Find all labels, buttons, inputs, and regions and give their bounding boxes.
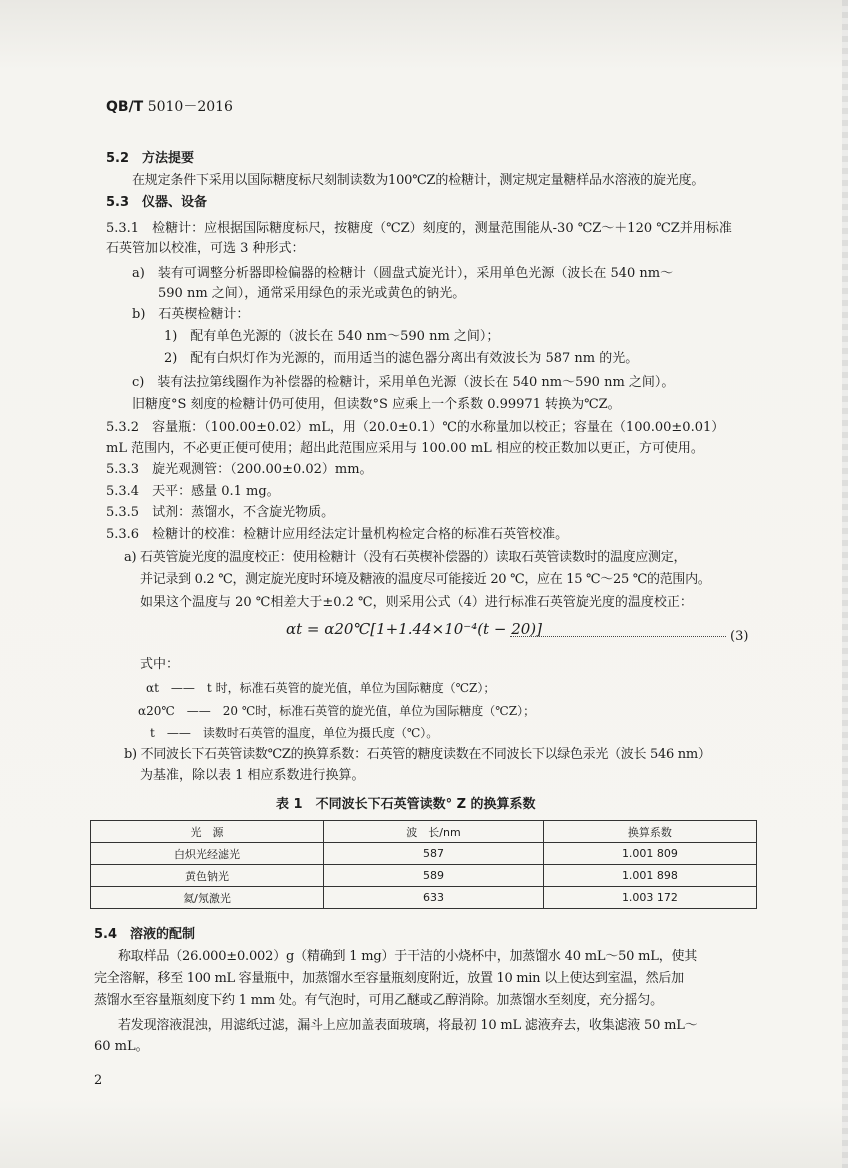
table-row [91,843,757,865]
cell-light-source: 黄色钠光 [91,865,324,887]
cell-light-source: 白炽光经滤光 [91,843,324,865]
variable-alpha-20: α20℃ —— 20 ℃时，标准石英管的旋光值，单位为国际糖度（℃Z）； [138,704,536,718]
section-5-4-para1-line2: 完全溶解，移至 100 mL 容量瓶中，加蒸馏水至容量瓶刻度附近，放置 10 min 以上使达到室温，然后加 [94,971,684,986]
table-header-row [91,821,757,843]
table-row [91,887,757,909]
item-5-3-2-line1: 5.3.2 容量瓶：（100.00±0.02）mL，用（20.0±0.1）℃的水称量加以校正；容量在（100.00±0.01） [106,420,725,435]
section-5-4-para1-line3: 蒸馏水至容量瓶刻度下约 1 mm 处。有气泡时，可用乙醚或乙醇消除。加蒸馏水至刻度，充分摇匀。 [94,993,663,1008]
col-header-factor: 换算系数 [543,821,756,843]
variable-t: t —— 读数时石英管的温度，单位为摄氏度（℃）。 [150,726,439,740]
calib-a-line3: 如果这个温度与 20 ℃相差大于±0.2 ℃，则采用公式（4）进行标准石英管旋光度的温度校正： [140,595,693,610]
calib-b-line1: b) 不同波长下石英管读数℃Z的换算系数：石英管的糖度读数在不同波长下以绿色汞光（波长 546 nm） [124,747,711,762]
page-number: 2 [94,1073,103,1088]
calib-a-line1: a) 石英管旋光度的温度校正：使用检糖计（没有石英楔补偿器的）读取石英管读数时的温度应测定， [124,550,687,565]
section-5-4-para2-line2: 60 mL。 [94,1039,149,1054]
item-c: c) 装有法拉第线圈作为补偿器的检糖计，采用单色光源（波长在 540 nm～590 nm 之间）。 [132,375,675,390]
standard-code: QB/T 5010－2016 [106,99,233,115]
formula-3: αt = α20℃[1+1.44×10⁻⁴(t − 20)] [286,620,542,638]
calib-b-line2: 为基准，除以表 1 相应系数进行换算。 [140,768,365,783]
item-5-3-5: 5.3.5 试剂：蒸馏水，不含旋光物质。 [106,505,335,520]
section-5-4-para1-line1: 称取样品（26.000±0.002）g（精确到 1 mg）于干洁的小烧杯中，加蒸馏水 40 mL～50 mL，使其 [118,949,698,964]
cell-factor: 1.001 898 [543,865,756,887]
formula-number: (3) [730,629,749,644]
col-header-light-source: 光 源 [91,821,324,843]
variable-alpha-t: αt —— t 时，标准石英管的旋光值，单位为国际糖度（℃Z）； [146,681,496,695]
section-5-4-para2-line1: 若发现溶液混浊，用滤纸过滤，漏斗上应加盖表面玻璃，将最初 10 mL 滤液弃去，收集滤液 50 mL～ [118,1018,698,1033]
cell-factor: 1.001 809 [543,843,756,865]
calib-a-line2: 并记录到 0.2 ℃，测定旋光度时环境及糖液的温度尽可能接近 20 ℃，应在 15 ℃～25 ℃的范围内。 [140,572,711,587]
item-b: b) 石英楔检糖计： [132,307,250,322]
cell-factor: 1.003 172 [543,887,756,909]
cell-light-source: 氦/氖激光 [91,887,324,909]
old-scale-note: 旧糖度°S 刻度的检糖计仍可使用，但读数°S 应乘上一个系数 0.99971 转换为℃Z。 [132,397,621,412]
item-5-3-1-line2: 石英管加以校准，可选 3 种形式： [106,241,305,256]
section-5-2-heading: 5.2 方法提要 [106,151,195,166]
section-5-2-text: 在规定条件下采用以国际糖度标尺刻制读数为100℃Z的检糖计，测定规定量糖样品水溶液的旋光度。 [132,173,705,188]
item-5-3-2-line2: mL 范围内，不必更正便可使用；超出此范围应采用与 100.00 mL 相应的校正数加以更正，方可使用。 [106,441,704,456]
item-a-line1: a) 装有可调整分析器即检偏器的检糖计（圆盘式旋光计），采用单色光源（波长在 540 nm～ [132,266,674,281]
item-b-2: 2) 配有白炽灯作为光源的，而用适当的滤色器分离出有效波长为 587 nm 的光。 [164,351,639,366]
cell-wavelength: 589 [324,865,544,887]
section-5-4-heading: 5.4 溶液的配制 [94,927,196,942]
cell-wavelength: 587 [324,843,544,865]
section-5-3-heading: 5.3 仪器、设备 [106,195,208,210]
scan-edge-strip [842,0,848,1168]
item-5-3-6: 5.3.6 检糖计的校准：检糖计应用经法定计量机构检定合格的标准石英管校准。 [106,527,569,542]
item-5-3-3: 5.3.3 旋光观测管：（200.00±0.02）mm。 [106,462,373,477]
item-a-line2: 590 nm 之间），通常采用绿色的汞光或黄色的钠光。 [158,286,466,301]
item-b-1: 1) 配有单色光源的（波长在 540 nm～590 nm 之间）； [164,329,500,344]
table-1-caption: 表 1 不同波长下石英管读数° Z 的换算系数 [276,797,536,812]
where-label: 式中： [140,657,180,672]
item-5-3-4: 5.3.4 天平：感量 0.1 mg。 [106,484,280,499]
item-5-3-1-line1: 5.3.1 检糖计：应根据国际糖度标尺，按糖度（℃Z）刻度的，测量范围能从-30 ℃Z～＋120 ℃Z并用标准 [106,221,732,236]
table-row [91,865,757,887]
cell-wavelength: 633 [324,887,544,909]
table-1 [90,820,757,909]
formula-leader-dots [510,636,726,637]
col-header-wavelength: 波 长/nm [324,821,544,843]
